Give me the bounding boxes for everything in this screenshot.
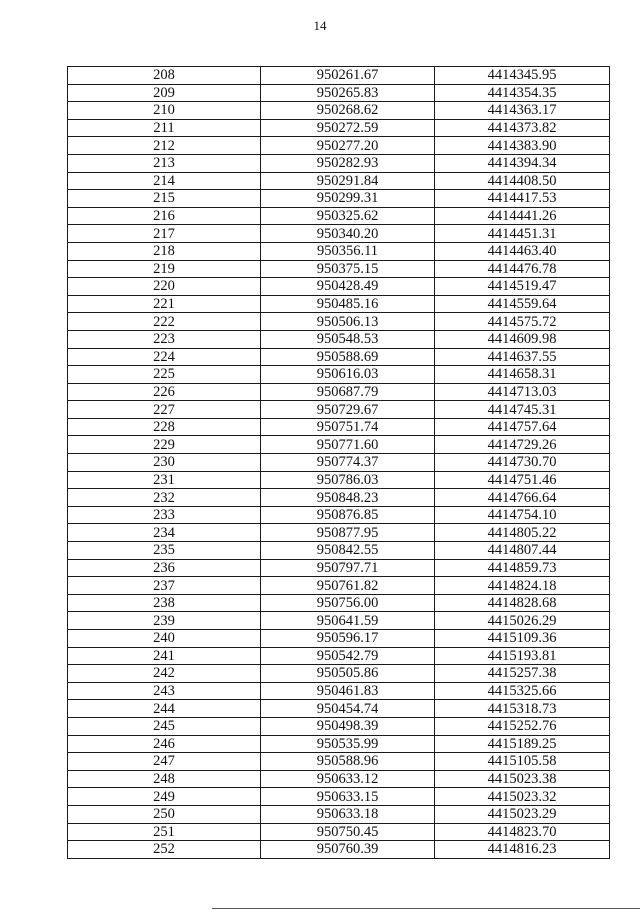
x-coordinate-cell: 950641.59 — [261, 612, 435, 630]
point-number-cell: 247 — [68, 753, 261, 771]
y-coordinate-cell: 4414394.34 — [435, 154, 610, 172]
table-row — [68, 278, 610, 296]
x-coordinate-cell: 950596.17 — [261, 630, 435, 648]
point-number-cell: 221 — [68, 295, 261, 313]
x-coordinate-cell: 950282.93 — [261, 154, 435, 172]
table-row — [68, 383, 610, 401]
y-coordinate-cell: 4414354.35 — [435, 84, 610, 102]
x-coordinate-cell: 950877.95 — [261, 524, 435, 542]
table-row — [68, 207, 610, 225]
table-row — [68, 682, 610, 700]
x-coordinate-cell: 950542.79 — [261, 647, 435, 665]
x-coordinate-cell: 950842.55 — [261, 542, 435, 560]
x-coordinate-cell: 950505.86 — [261, 665, 435, 683]
y-coordinate-cell: 4414823.70 — [435, 823, 610, 841]
point-number-cell: 208 — [68, 67, 261, 85]
y-coordinate-cell: 4414441.26 — [435, 207, 610, 225]
point-number-cell: 244 — [68, 700, 261, 718]
x-coordinate-cell: 950588.96 — [261, 753, 435, 771]
table-row — [68, 594, 610, 612]
y-coordinate-cell: 4414766.64 — [435, 489, 610, 507]
point-number-cell: 251 — [68, 823, 261, 841]
point-number-cell: 228 — [68, 418, 261, 436]
y-coordinate-cell: 4415023.38 — [435, 770, 610, 788]
y-coordinate-cell: 4414757.64 — [435, 418, 610, 436]
x-coordinate-cell: 950848.23 — [261, 489, 435, 507]
x-coordinate-cell: 950687.79 — [261, 383, 435, 401]
point-number-cell: 246 — [68, 735, 261, 753]
table-row — [68, 805, 610, 823]
point-number-cell: 229 — [68, 436, 261, 454]
table-row — [68, 753, 610, 771]
table-row — [68, 260, 610, 278]
point-number-cell: 215 — [68, 190, 261, 208]
point-number-cell: 231 — [68, 471, 261, 489]
point-number-cell: 239 — [68, 612, 261, 630]
point-number-cell: 224 — [68, 348, 261, 366]
table-row — [68, 102, 610, 120]
table-row — [68, 418, 610, 436]
x-coordinate-cell: 950272.59 — [261, 119, 435, 137]
x-coordinate-cell: 950291.84 — [261, 172, 435, 190]
table-row — [68, 84, 610, 102]
x-coordinate-cell: 950633.15 — [261, 788, 435, 806]
point-number-cell: 238 — [68, 594, 261, 612]
y-coordinate-cell: 4414745.31 — [435, 401, 610, 419]
table-row — [68, 454, 610, 472]
y-coordinate-cell: 4414637.55 — [435, 348, 610, 366]
point-number-cell: 242 — [68, 665, 261, 683]
y-coordinate-cell: 4415023.29 — [435, 805, 610, 823]
y-coordinate-cell: 4415193.81 — [435, 647, 610, 665]
point-number-cell: 241 — [68, 647, 261, 665]
table-row — [68, 190, 610, 208]
x-coordinate-cell: 950277.20 — [261, 137, 435, 155]
point-number-cell: 213 — [68, 154, 261, 172]
y-coordinate-cell: 4414730.70 — [435, 454, 610, 472]
point-number-cell: 225 — [68, 366, 261, 384]
y-coordinate-cell: 4414373.82 — [435, 119, 610, 137]
y-coordinate-cell: 4415026.29 — [435, 612, 610, 630]
x-coordinate-cell: 950633.12 — [261, 770, 435, 788]
table-row — [68, 770, 610, 788]
y-coordinate-cell: 4415325.66 — [435, 682, 610, 700]
point-number-cell: 211 — [68, 119, 261, 137]
y-coordinate-cell: 4414754.10 — [435, 506, 610, 524]
table-row — [68, 348, 610, 366]
table-row — [68, 366, 610, 384]
table-row — [68, 471, 610, 489]
table-row — [68, 559, 610, 577]
y-coordinate-cell: 4414417.53 — [435, 190, 610, 208]
point-number-cell: 234 — [68, 524, 261, 542]
point-number-cell: 219 — [68, 260, 261, 278]
point-number-cell: 248 — [68, 770, 261, 788]
x-coordinate-cell: 950729.67 — [261, 401, 435, 419]
y-coordinate-cell: 4414451.31 — [435, 225, 610, 243]
x-coordinate-cell: 950265.83 — [261, 84, 435, 102]
y-coordinate-cell: 4414713.03 — [435, 383, 610, 401]
point-number-cell: 212 — [68, 137, 261, 155]
x-coordinate-cell: 950268.62 — [261, 102, 435, 120]
x-coordinate-cell: 950299.31 — [261, 190, 435, 208]
table-row — [68, 612, 610, 630]
y-coordinate-cell: 4415023.32 — [435, 788, 610, 806]
table-row — [68, 225, 610, 243]
page-number: 14 — [313, 18, 327, 33]
x-coordinate-cell: 950428.49 — [261, 278, 435, 296]
table-row — [68, 735, 610, 753]
point-number-cell: 227 — [68, 401, 261, 419]
point-number-cell: 233 — [68, 506, 261, 524]
x-coordinate-cell: 950760.39 — [261, 841, 435, 859]
x-coordinate-cell: 950797.71 — [261, 559, 435, 577]
table-row — [68, 506, 610, 524]
x-coordinate-cell: 950498.39 — [261, 717, 435, 735]
point-number-cell: 220 — [68, 278, 261, 296]
x-coordinate-cell: 950588.69 — [261, 348, 435, 366]
table-row — [68, 313, 610, 331]
x-coordinate-cell: 950356.11 — [261, 242, 435, 260]
table-row — [68, 242, 610, 260]
point-number-cell: 236 — [68, 559, 261, 577]
point-number-cell: 216 — [68, 207, 261, 225]
table-row — [68, 841, 610, 859]
table-row — [68, 788, 610, 806]
y-coordinate-cell: 4414816.23 — [435, 841, 610, 859]
coordinates-table-container — [67, 66, 609, 859]
x-coordinate-cell: 950535.99 — [261, 735, 435, 753]
y-coordinate-cell: 4414828.68 — [435, 594, 610, 612]
x-coordinate-cell: 950750.45 — [261, 823, 435, 841]
point-number-cell: 240 — [68, 630, 261, 648]
table-row — [68, 700, 610, 718]
bottom-divider — [212, 908, 640, 909]
table-row — [68, 489, 610, 507]
y-coordinate-cell: 4414519.47 — [435, 278, 610, 296]
y-coordinate-cell: 4415257.38 — [435, 665, 610, 683]
table-row — [68, 295, 610, 313]
x-coordinate-cell: 950774.37 — [261, 454, 435, 472]
table-body — [68, 67, 610, 859]
point-number-cell: 250 — [68, 805, 261, 823]
point-number-cell: 223 — [68, 330, 261, 348]
table-row — [68, 577, 610, 595]
x-coordinate-cell: 950325.62 — [261, 207, 435, 225]
table-row — [68, 401, 610, 419]
x-coordinate-cell: 950461.83 — [261, 682, 435, 700]
y-coordinate-cell: 4414476.78 — [435, 260, 610, 278]
x-coordinate-cell: 950633.18 — [261, 805, 435, 823]
point-number-cell: 226 — [68, 383, 261, 401]
coordinates-table — [67, 66, 610, 859]
y-coordinate-cell: 4414805.22 — [435, 524, 610, 542]
x-coordinate-cell: 950616.03 — [261, 366, 435, 384]
table-row — [68, 436, 610, 454]
y-coordinate-cell: 4415105.58 — [435, 753, 610, 771]
table-row — [68, 717, 610, 735]
x-coordinate-cell: 950375.15 — [261, 260, 435, 278]
table-row — [68, 823, 610, 841]
table-row — [68, 542, 610, 560]
x-coordinate-cell: 950340.20 — [261, 225, 435, 243]
x-coordinate-cell: 950771.60 — [261, 436, 435, 454]
point-number-cell: 237 — [68, 577, 261, 595]
point-number-cell: 249 — [68, 788, 261, 806]
x-coordinate-cell: 950506.13 — [261, 313, 435, 331]
x-coordinate-cell: 950261.67 — [261, 67, 435, 85]
table-row — [68, 172, 610, 190]
x-coordinate-cell: 950876.85 — [261, 506, 435, 524]
y-coordinate-cell: 4414408.50 — [435, 172, 610, 190]
point-number-cell: 230 — [68, 454, 261, 472]
y-coordinate-cell: 4414575.72 — [435, 313, 610, 331]
y-coordinate-cell: 4414383.90 — [435, 137, 610, 155]
y-coordinate-cell: 4415318.73 — [435, 700, 610, 718]
table-row — [68, 647, 610, 665]
y-coordinate-cell: 4414751.46 — [435, 471, 610, 489]
x-coordinate-cell: 950761.82 — [261, 577, 435, 595]
point-number-cell: 235 — [68, 542, 261, 560]
y-coordinate-cell: 4414463.40 — [435, 242, 610, 260]
y-coordinate-cell: 4414559.64 — [435, 295, 610, 313]
table-row — [68, 119, 610, 137]
point-number-cell: 243 — [68, 682, 261, 700]
x-coordinate-cell: 950751.74 — [261, 418, 435, 436]
point-number-cell: 232 — [68, 489, 261, 507]
y-coordinate-cell: 4414609.98 — [435, 330, 610, 348]
y-coordinate-cell: 4414363.17 — [435, 102, 610, 120]
y-coordinate-cell: 4415109.36 — [435, 630, 610, 648]
y-coordinate-cell: 4414658.31 — [435, 366, 610, 384]
y-coordinate-cell: 4414824.18 — [435, 577, 610, 595]
point-number-cell: 217 — [68, 225, 261, 243]
point-number-cell: 210 — [68, 102, 261, 120]
point-number-cell: 252 — [68, 841, 261, 859]
table-row — [68, 630, 610, 648]
table-row — [68, 665, 610, 683]
table-row — [68, 524, 610, 542]
table-row — [68, 154, 610, 172]
table-row — [68, 330, 610, 348]
y-coordinate-cell: 4415189.25 — [435, 735, 610, 753]
x-coordinate-cell: 950454.74 — [261, 700, 435, 718]
y-coordinate-cell: 4415252.76 — [435, 717, 610, 735]
point-number-cell: 214 — [68, 172, 261, 190]
x-coordinate-cell: 950756.00 — [261, 594, 435, 612]
y-coordinate-cell: 4414345.95 — [435, 67, 610, 85]
y-coordinate-cell: 4414859.73 — [435, 559, 610, 577]
x-coordinate-cell: 950786.03 — [261, 471, 435, 489]
y-coordinate-cell: 4414729.26 — [435, 436, 610, 454]
y-coordinate-cell: 4414807.44 — [435, 542, 610, 560]
x-coordinate-cell: 950548.53 — [261, 330, 435, 348]
point-number-cell: 218 — [68, 242, 261, 260]
point-number-cell: 222 — [68, 313, 261, 331]
table-row — [68, 137, 610, 155]
table-row — [68, 67, 610, 85]
point-number-cell: 245 — [68, 717, 261, 735]
point-number-cell: 209 — [68, 84, 261, 102]
x-coordinate-cell: 950485.16 — [261, 295, 435, 313]
